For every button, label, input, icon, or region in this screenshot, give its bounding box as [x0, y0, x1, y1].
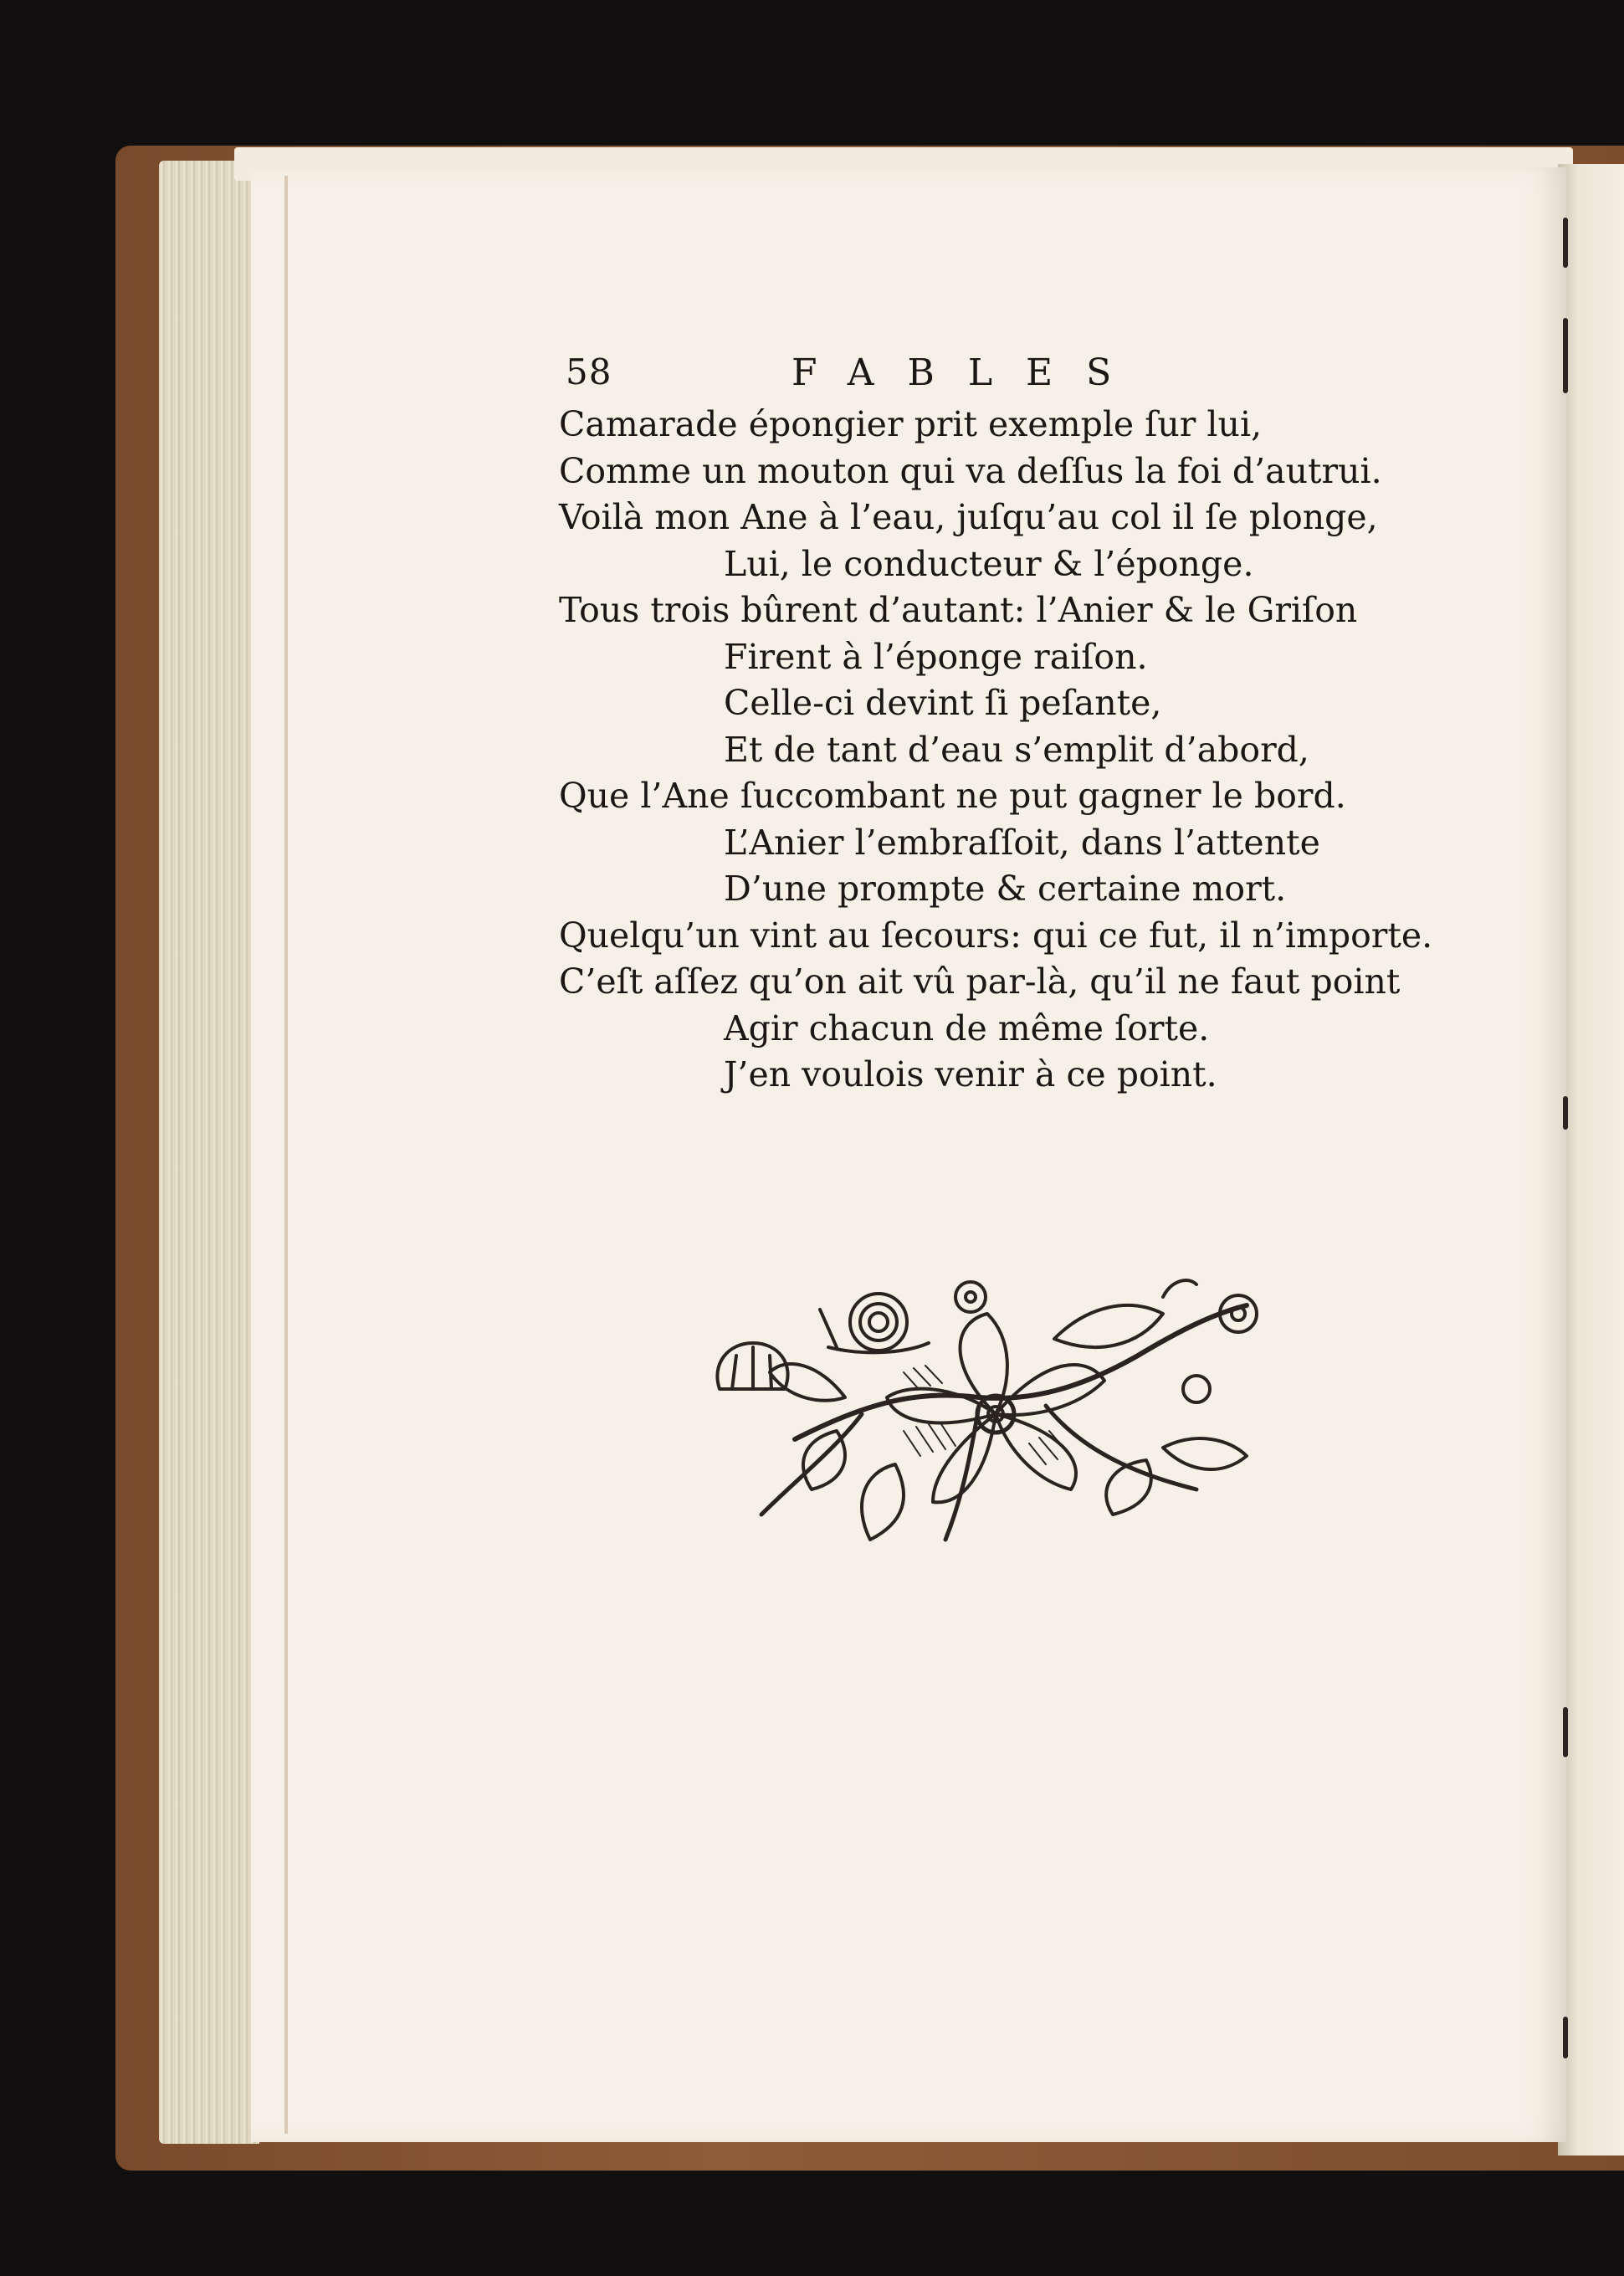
verse-line: Et de tant d’eau s’emplit d’abord, — [724, 729, 1309, 770]
page-text — [559, 351, 1433, 1099]
verse-line: Comme un mouton qui va deſſus la foi d’autrui. — [559, 450, 1382, 491]
gutter-shadow — [1563, 218, 1568, 268]
verse-lines — [559, 402, 1433, 1099]
verse-line: Quelqu’un vint au ſecours: qui ce fut, il n’importe. — [559, 915, 1433, 956]
page-header — [559, 351, 1429, 402]
verse-line: Tous trois bûrent d’autant: l’Anier & le Griſon — [559, 590, 1358, 630]
page-number: 58 — [566, 351, 612, 392]
gutter-shadow — [1563, 318, 1568, 393]
verse-line: Celle-ci devint ſi peſante, — [724, 683, 1162, 723]
verse-line: Agir chacun de même ſorte. — [724, 1007, 1210, 1048]
verse-line: Lui, le conducteur & l’éponge. — [724, 543, 1254, 584]
gutter-shadow — [1563, 1707, 1568, 1757]
verse-line: L’Anier l’embraſſoit, dans l’attente — [724, 822, 1320, 863]
gutter-shadow — [1563, 2017, 1568, 2058]
page-edges — [159, 161, 259, 2144]
verse-line: Camarade épongier prit exemple ſur lui, — [559, 404, 1263, 444]
gutter-shadow — [1563, 1096, 1568, 1130]
verse-line: D’une prompte & certaine mort. — [724, 869, 1287, 909]
verse-line: C’eſt aſſez qu’on ait vû par-là, qu’il ne faut point — [559, 961, 1401, 1002]
floral-woodcut-icon — [694, 1264, 1280, 1565]
verse-line: J’en voulois venir à ce point. — [724, 1054, 1217, 1094]
facing-page-edge — [1558, 164, 1624, 2156]
running-title: FABLES — [792, 351, 1145, 394]
verse-line: Que l’Ane ſuccombant ne put gagner le bord. — [559, 776, 1346, 816]
page-margin-line — [284, 176, 288, 2134]
verse-line: Voilà mon Ane à l’eau, juſqu’au col il ſe plonge, — [559, 497, 1378, 537]
verse-line: Firent à l’éponge raiſon. — [724, 636, 1148, 677]
